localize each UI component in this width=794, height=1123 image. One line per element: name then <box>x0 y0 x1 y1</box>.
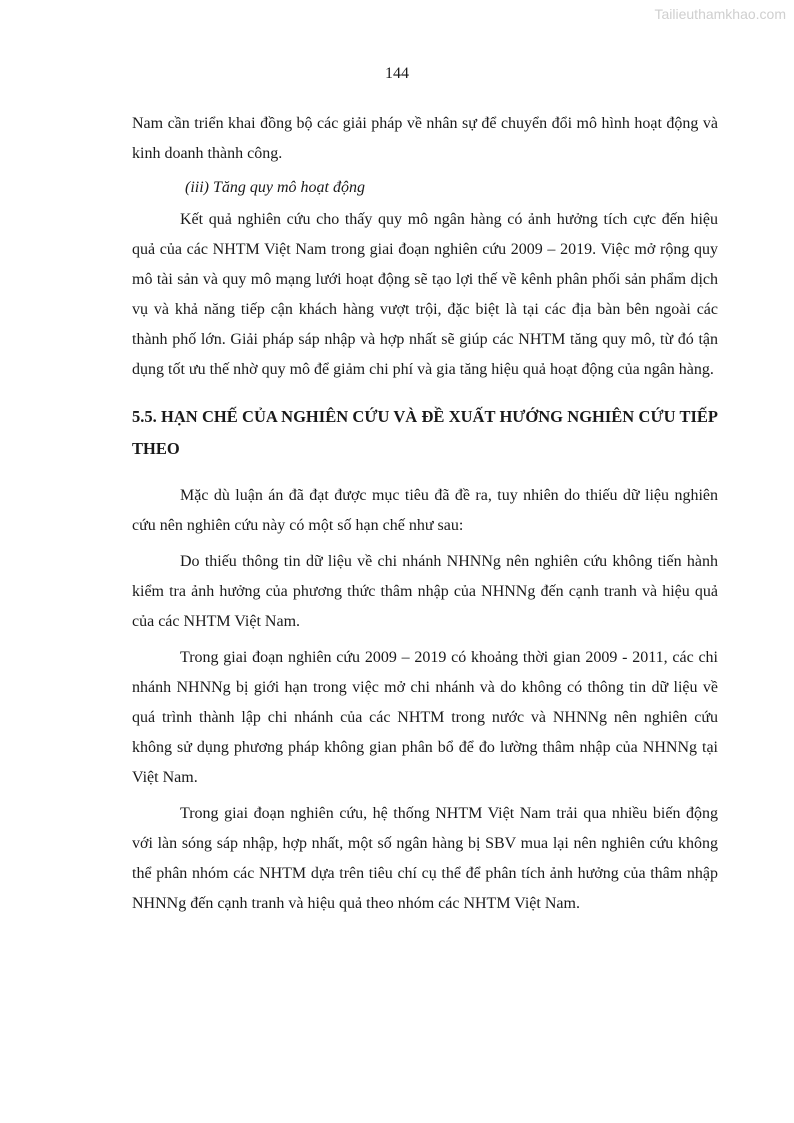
paragraph-limitation-3: Trong giai đoạn nghiên cứu, hệ thống NHTM Việt Nam trải qua nhiều biến động với làn sóng sáp nhập, hợp nhất, một số ngân hàng bị SBV mua lại nên nghiên cứu không thể phân nhóm các NHTM dựa trên tiêu chí cụ thể để phân tích ảnh hưởng của thâm nhập NHNNg đến cạnh tranh và hiệu quả theo nhóm các NHTM Việt Nam. <box>132 805 718 912</box>
page-body <box>132 109 718 925</box>
subheading-scale: (iii) Tăng quy mô hoạt động <box>185 179 365 196</box>
section-heading: 5.5. HẠN CHẾ CỦA NGHIÊN CỨU VÀ ĐỀ XUẤT HƯỚNG NGHIÊN CỨU TIẾP THEO <box>132 407 718 458</box>
watermark: Tailieuthamkhao.com <box>654 6 786 22</box>
paragraph-limitation-1: Do thiếu thông tin dữ liệu về chi nhánh NHNNg nên nghiên cứu không tiến hành kiểm tra ảnh hưởng của phương thức thâm nhập của NHNNg đến cạnh tranh và hiệu quả của các NHTM Việt Nam. <box>132 553 718 630</box>
paragraph-limitation-2: Trong giai đoạn nghiên cứu 2009 – 2019 có khoảng thời gian 2009 - 2011, các chi nhánh NHNNg bị giới hạn trong việc mở chi nhánh và do không có thông tin dữ liệu về quá trình thành lập chi nhánh của các NHTM trong nước và NHNNg nên nghiên cứu không sử dụng phương pháp không gian phân bổ để đo lường thâm nhập của NHNNg tại Việt Nam. <box>132 649 718 786</box>
page-number: 144 <box>385 65 409 82</box>
paragraph-limitations-intro: Mặc dù luận án đã đạt được mục tiêu đã đề ra, tuy nhiên do thiếu dữ liệu nghiên cứu nên nghiên cứu này có một số hạn chế như sau: <box>132 487 718 534</box>
paragraph-continued: Nam cần triển khai đồng bộ các giải pháp về nhân sự để chuyển đổi mô hình hoạt động và kinh doanh thành công. <box>132 115 718 162</box>
paragraph-scale: Kết quả nghiên cứu cho thấy quy mô ngân hàng có ảnh hưởng tích cực đến hiệu quả của các NHTM Việt Nam trong giai đoạn nghiên cứu 2009 – 2019. Việc mở rộng quy mô tài sản và quy mô mạng lưới hoạt động sẽ tạo lợi thế về kênh phân phối sản phẩm dịch vụ và khả năng tiếp cận khách hàng vượt trội, đặc biệt là tại các địa bàn bên ngoài các thành phố lớn. Giải pháp sáp nhập và hợp nhất sẽ giúp các NHTM tăng quy mô, từ đó tận dụng tốt ưu thế nhờ quy mô để giảm chi phí và gia tăng hiệu quả hoạt động của ngân hàng. <box>132 211 718 378</box>
